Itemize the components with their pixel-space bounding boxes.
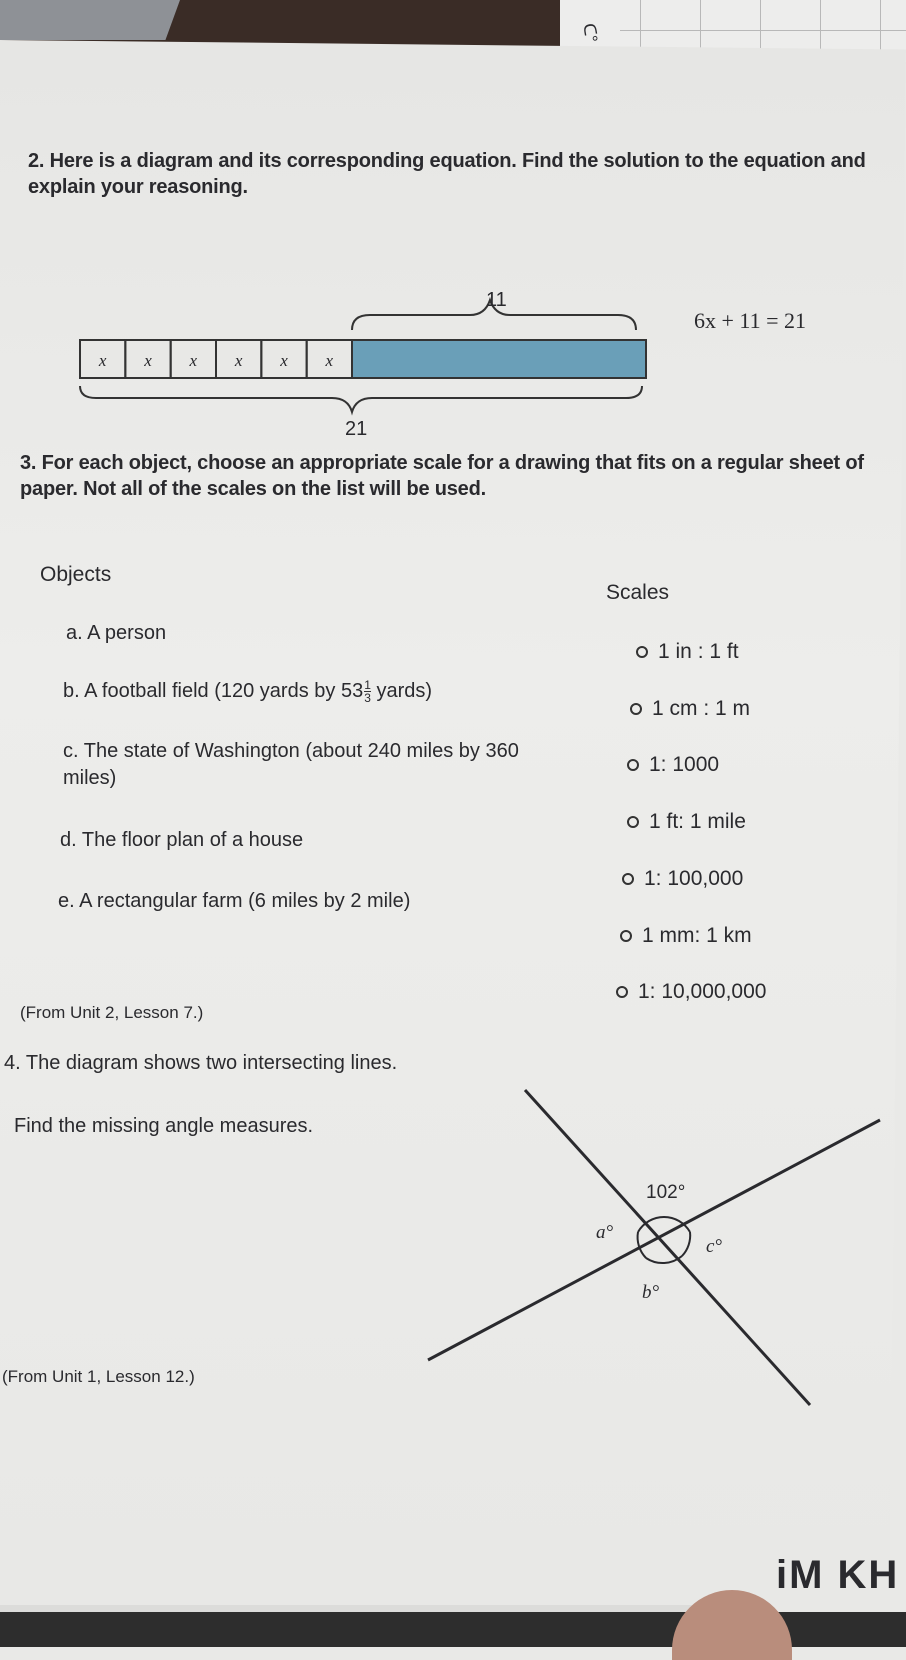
tape-eleven-segment bbox=[352, 341, 645, 377]
scale-option[interactable] bbox=[627, 753, 719, 777]
radio-bullet-icon bbox=[616, 986, 628, 998]
im-logo: iM KH bbox=[776, 1553, 900, 1597]
scale-label: 1: 10,000,000 bbox=[638, 980, 767, 1003]
question-4-subprompt: Find the missing angle measures. bbox=[14, 1115, 314, 1137]
angle-c-label: c° bbox=[706, 1236, 723, 1257]
radio-bullet-icon bbox=[622, 873, 634, 885]
scale-label: 1: 1000 bbox=[649, 753, 720, 776]
bottom-brace bbox=[80, 386, 642, 412]
question-2-prompt: 2. Here is a diagram and its corresponding equation. Find the solution to the equation and explain your reasoning. bbox=[28, 150, 866, 198]
question-4-prompt: 4. The diagram shows two intersecting lines. bbox=[4, 1052, 398, 1074]
x-cell-label: x bbox=[98, 351, 107, 370]
scale-label: 1 in : 1 ft bbox=[658, 640, 739, 663]
scale-option[interactable] bbox=[627, 810, 746, 834]
scale-label: 1 cm : 1 m bbox=[652, 697, 751, 720]
scale-label: 1 ft: 1 mile bbox=[649, 810, 746, 833]
angle-a-label: a° bbox=[596, 1222, 614, 1243]
scale-option[interactable] bbox=[620, 924, 752, 948]
object-a: a. A person bbox=[66, 622, 167, 644]
q4-source: (From Unit 1, Lesson 12.) bbox=[2, 1367, 195, 1386]
equation: 6x + 11 = 21 bbox=[694, 308, 806, 333]
scale-option[interactable] bbox=[616, 980, 766, 1004]
intersecting-lines-diagram bbox=[420, 1080, 906, 1410]
object-d: d. The floor plan of a house bbox=[60, 829, 304, 851]
angle-b-label: b° bbox=[642, 1282, 660, 1303]
radio-bullet-icon bbox=[627, 759, 639, 771]
radio-bullet-icon bbox=[630, 703, 642, 715]
tape-diagram bbox=[70, 280, 670, 450]
object-b: b. A football field (120 yards by 53 $\frac{1}{3}$ yards) bbox=[63, 678, 433, 706]
desk-highlight bbox=[0, 0, 180, 40]
tape-top-label: 11 bbox=[486, 289, 507, 311]
scale-option[interactable] bbox=[622, 867, 743, 891]
q3-source: (From Unit 2, Lesson 7.) bbox=[20, 1003, 204, 1022]
tape-bottom-label: 21 bbox=[345, 418, 368, 440]
x-cell-label: x bbox=[280, 351, 288, 370]
radio-bullet-icon bbox=[627, 816, 639, 828]
radio-bullet-icon bbox=[620, 930, 632, 942]
x-cell-label: x bbox=[144, 351, 152, 370]
objects-header: Objects bbox=[40, 563, 112, 586]
line-two bbox=[428, 1120, 880, 1360]
angle-arc-c bbox=[682, 1232, 690, 1256]
x-cell-label: x bbox=[234, 351, 243, 370]
object-c: c. The state of Washington (about 240 miles by 360 miles) bbox=[63, 740, 519, 789]
scale-option[interactable] bbox=[630, 697, 750, 721]
corner-mark: ᑕ° bbox=[579, 21, 602, 45]
scale-label: 1 mm: 1 km bbox=[642, 924, 752, 947]
x-cell-label: x bbox=[325, 351, 334, 370]
x-cell-label: x bbox=[189, 351, 198, 370]
scales-header: Scales bbox=[606, 581, 670, 604]
angle-given-label: 102° bbox=[646, 1182, 686, 1203]
line-one bbox=[525, 1090, 810, 1405]
scale-option[interactable] bbox=[636, 640, 739, 664]
question-3-prompt: 3. For each object, choose an appropriate scale for a drawing that fits on a regular sheet of paper. Not all of the scales on the list will be used. bbox=[20, 452, 864, 500]
scale-label: 1: 100,000 bbox=[644, 867, 744, 890]
radio-bullet-icon bbox=[636, 646, 648, 658]
object-e: e. A rectangular farm (6 miles by 2 mile) bbox=[58, 890, 411, 912]
